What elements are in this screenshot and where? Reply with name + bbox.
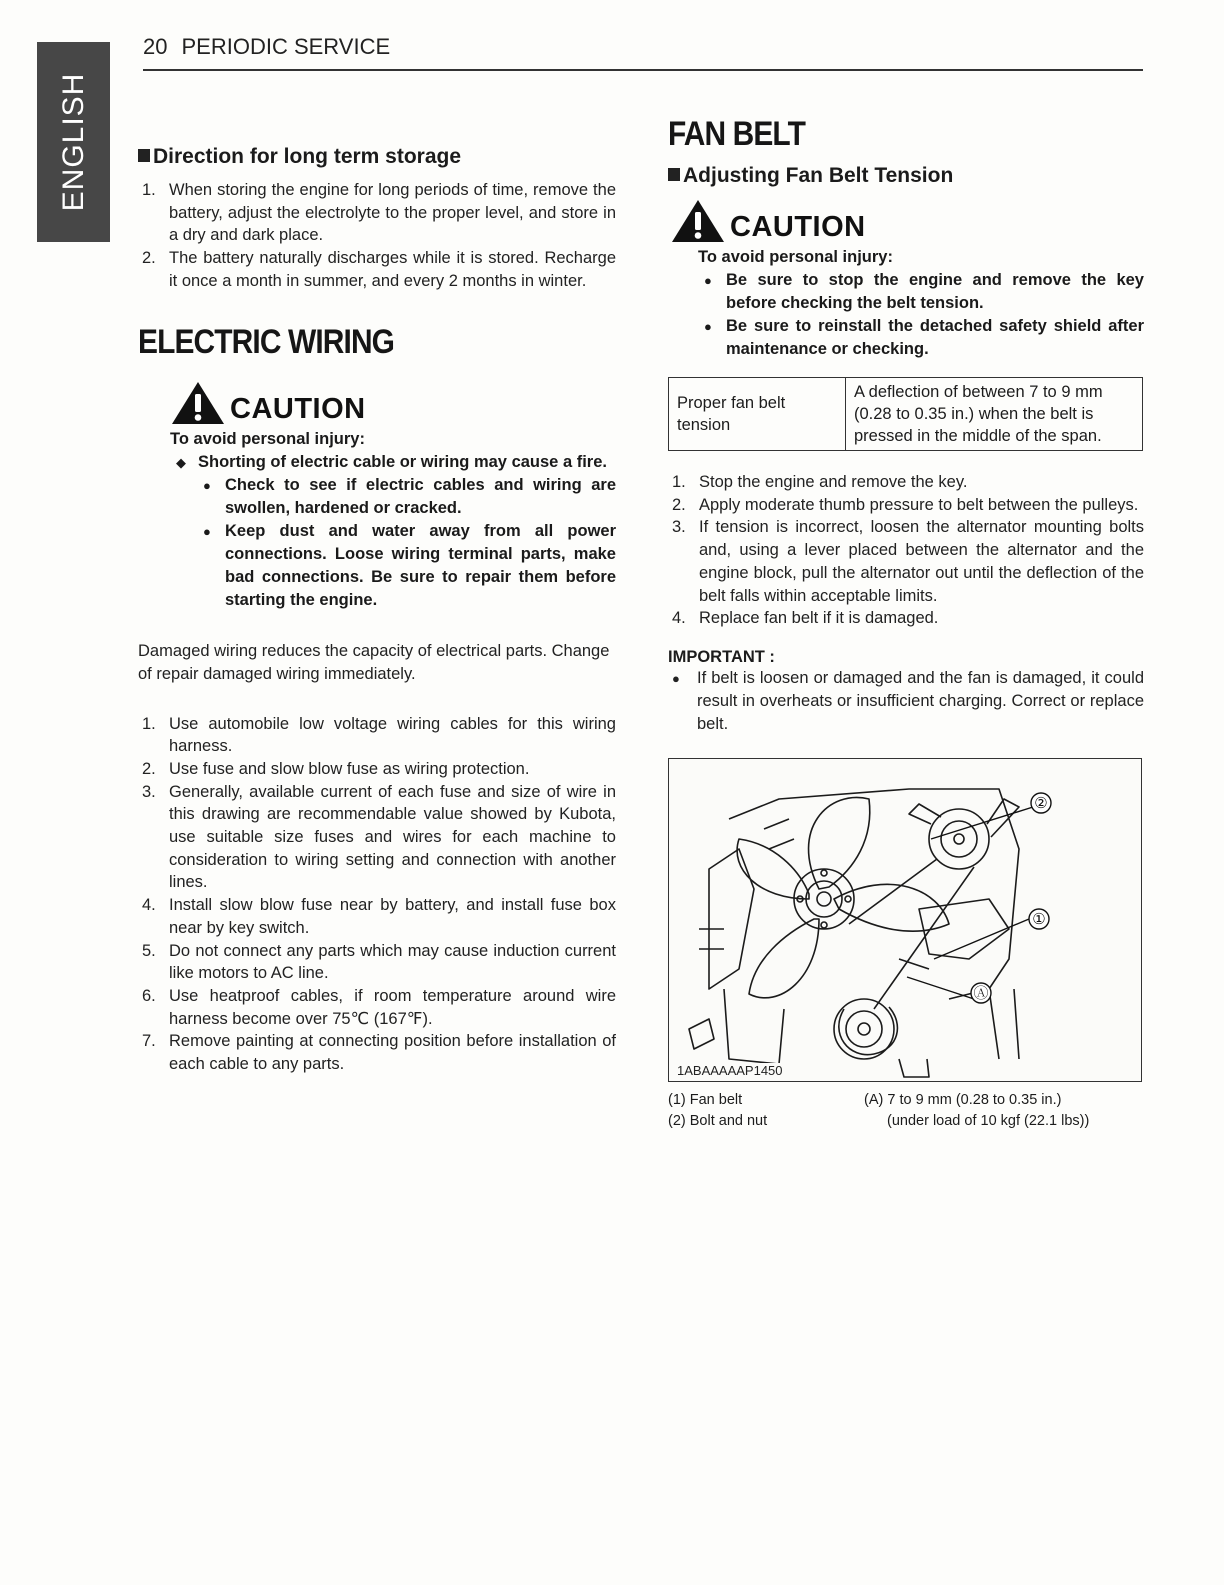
- callout-a: Ⓐ: [973, 984, 989, 1002]
- caption-deflection: (A) 7 to 9 mm (0.28 to 0.35 in.): [864, 1091, 1062, 1108]
- page-number: 20: [143, 34, 168, 59]
- electric-caution-box: [138, 380, 616, 612]
- language-tab-label: ENGLISH: [56, 72, 90, 212]
- right-column: [668, 115, 1144, 1132]
- wiring-intro: Damaged wiring reduces the capacity of electrical parts. Change of repair damaged wiring immediately.: [138, 641, 610, 683]
- warning-triangle-icon: [170, 380, 226, 426]
- fan-belt-caution-box: [668, 198, 1144, 361]
- left-column: [138, 145, 616, 1076]
- electric-wiring-title: ELECTRIC WIRING: [138, 322, 395, 361]
- important-note: [668, 648, 1144, 736]
- engine-illustration: [669, 759, 1141, 1081]
- figure-code: 1ABAAAAAP1450: [677, 1062, 783, 1078]
- caution-heading: [670, 198, 1144, 246]
- fan-belt-title: FAN BELT: [668, 115, 806, 153]
- storage-subheading: Direction for long term storage: [138, 145, 616, 169]
- square-bullet-icon: [138, 149, 150, 162]
- important-title: IMPORTANT :: [668, 647, 775, 666]
- list-item: 2. The battery naturally discharges while it is stored. Recharge it once a month in summer, and every 2 months in winter.: [142, 249, 616, 290]
- caption-col-1: [668, 1090, 864, 1132]
- caption-load: (under load of 10 kgf (22.1 lbs)): [887, 1112, 1090, 1129]
- caution-word: CAUTION: [230, 392, 366, 425]
- list-item: 5. Do not connect any parts which may cause induction current like motors to AC line.: [142, 941, 616, 983]
- callout-1: ①: [1032, 910, 1046, 928]
- fan-belt-steps: [668, 471, 1144, 630]
- list-item: 3. If tension is incorrect, loosen the alternator mounting bolts and, using a lever placed between the alternator and the engine block, pull the alternator out until the deflection of the belt falls within acceptable limits.: [672, 518, 1144, 605]
- fan-belt-subheading: Adjusting Fan Belt Tension: [668, 164, 1144, 188]
- belt-tension-table: [668, 377, 1143, 451]
- important-item: ● If belt is loosen or damaged and the fan is damaged, it could result in overheats or insufficient charging. Correct or replace belt.: [672, 668, 1144, 733]
- fan-belt-figure: [668, 758, 1142, 1082]
- list-item: 2. Use fuse and slow blow fuse as wiring protection.: [142, 759, 530, 778]
- caption-col-2: [864, 1090, 1144, 1132]
- list-item: 4. Replace fan belt if it is damaged.: [672, 609, 939, 628]
- caption-fan-belt: (1) Fan belt: [668, 1091, 743, 1108]
- warning-triangle-icon: [670, 198, 726, 244]
- dot-bullet-icon: ●: [203, 523, 211, 539]
- caution-text: [170, 428, 616, 612]
- caution-lead: To avoid personal injury:: [170, 429, 365, 448]
- list-item: 4. Install slow blow fuse near by battery, and install fuse box near by key switch.: [142, 896, 616, 937]
- list-item: 2. Apply moderate thumb pressure to belt between the pulleys.: [672, 495, 1139, 514]
- caution-word: CAUTION: [730, 211, 866, 243]
- running-header: [143, 34, 390, 60]
- table-cell-label: Proper fan belt tension: [669, 378, 846, 451]
- header-rule: [143, 69, 1143, 71]
- language-tab: [37, 42, 110, 242]
- caution-lead: To avoid personal injury:: [698, 248, 893, 266]
- callout-2: ②: [1034, 794, 1048, 812]
- list-item: 1. Stop the engine and remove the key.: [672, 473, 968, 491]
- list-item: 3. Generally, available current of each fuse and size of wire in this drawing are recommendable value showed by Kubota, use suitable size fuses and wires for each machine to consideration to wiring setting and connection with another lines.: [142, 782, 616, 892]
- square-bullet-icon: [668, 168, 680, 181]
- storage-steps: [138, 179, 616, 293]
- dot-bullet-icon: ●: [203, 477, 211, 493]
- diamond-bullet-icon: ◆: [176, 454, 186, 470]
- caption-bolt-nut: (2) Bolt and nut: [668, 1112, 768, 1129]
- list-item: 6. Use heatproof cables, if room temperature around wire harness become over 75℃ (167℉).: [142, 986, 616, 1028]
- dot-bullet-icon: ●: [672, 670, 680, 686]
- list-item: 1. Use automobile low voltage wiring cables for this wiring harness.: [142, 714, 616, 756]
- caution-text: [670, 246, 1144, 361]
- table-row: [669, 378, 1143, 451]
- caution-item: ● Keep dust and water away from all power connections. Loose wiring terminal parts, make bad connections. Be sure to repair them before starting the engine.: [203, 521, 616, 609]
- table-cell-value: A deflection of between 7 to 9 mm (0.28 to 0.35 in.) when the belt is pressed in the middle of the span.: [846, 378, 1143, 451]
- dot-bullet-icon: ●: [704, 273, 712, 288]
- wiring-steps: [138, 713, 616, 1076]
- list-item: 7. Remove painting at connecting position before installation of each cable to any parts.: [142, 1032, 616, 1074]
- caution-item: ● Be sure to stop the engine and remove the key before checking the belt tension.: [704, 271, 1144, 312]
- caution-heading: [170, 380, 616, 428]
- dot-bullet-icon: ●: [704, 319, 712, 334]
- caution-item: ● Be sure to reinstall the detached safety shield after maintenance or checking.: [704, 317, 1144, 358]
- list-item: 1. When storing the engine for long periods of time, remove the battery, adjust the electrolyte to the proper level, and store in a dry and dark place.: [142, 181, 616, 245]
- caution-item: ● Check to see if electric cables and wiring are swollen, hardened or cracked.: [203, 475, 616, 517]
- figure-captions: [668, 1090, 1144, 1132]
- section-name: PERIODIC SERVICE: [181, 34, 391, 59]
- caution-item: ◆ Shorting of electric cable or wiring may cause a fire.: [170, 451, 616, 474]
